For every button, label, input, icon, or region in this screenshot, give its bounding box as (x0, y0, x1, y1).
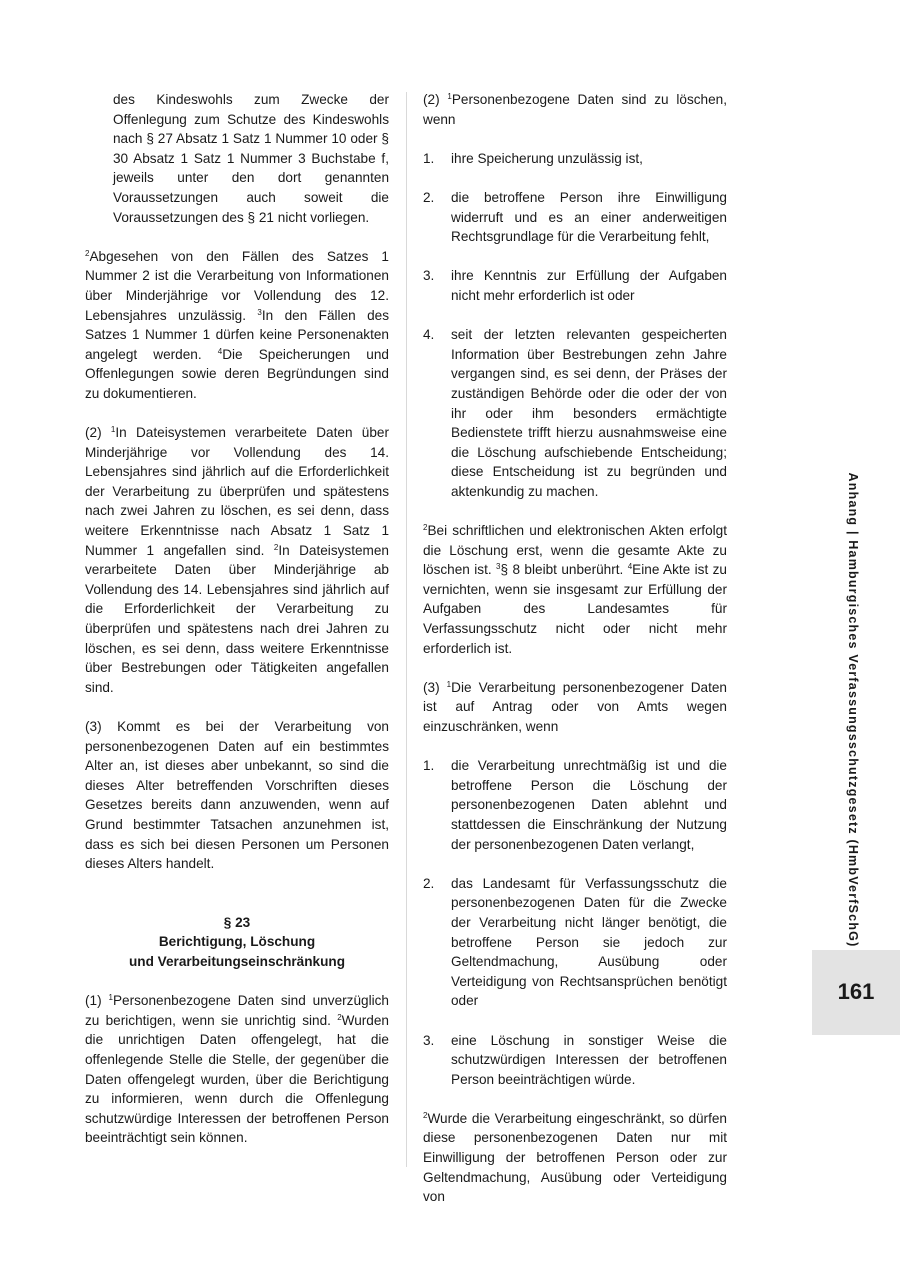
sentence-number: 2 (273, 542, 279, 552)
section-23-absatz-1: (1) $^1$Personenbezogene Daten sind unverzüglich zu berichtigen, wenn sie unrichtig sind. $^2$Wurden die unrichtigen Daten offengelegt, hat die offenlegende Stelle die Stelle, der gegenüber die Daten offengelegt wurden, über die Berichtigung zu informieren, wenn durch die Offenlegung schutzwürdige Interessen der betroffenen Person beeinträchtigt sein können. (85, 993, 389, 1146)
list-item (423, 188, 727, 247)
absatz-3-intro: (3) $^1$Die Verarbeitung personenbezogener Daten ist auf Antrag oder von Amts wegen einzuschränken, wenn (423, 679, 727, 734)
list-item-number: 1. (423, 150, 435, 166)
list-item-number: 3. (423, 268, 435, 284)
akten-paragraph: $^2$Bei schriftlichen und elektronischen Akten erfolgt die Löschung erst, wenn die gesamte Akte zu löschen ist. $^3$§ 8 bleibt unberührt. $^4$Eine Akte ist zu vernichten, wenn sie insgesamt zur Erfüllung der Aufgaben des Landesamtes für Verfassungsschutz nicht oder nicht mehr erforderlich ist. (423, 523, 727, 656)
list-item-number: 2. (423, 875, 435, 891)
list-item (423, 266, 727, 305)
sentence-number: 2 (85, 248, 90, 258)
list-item-text: eine Löschung in sonstiger Weise die schutzwürdigen Interessen der betroffenen Person beeinträchtigen würde. (451, 1032, 727, 1087)
sentence-number: 2 (337, 1012, 342, 1022)
section-title-line-2: und Verarbeitungseinschränkung (128, 953, 346, 969)
sentence-number: 4 (627, 562, 633, 572)
list-item (423, 874, 727, 1011)
sentence-number: 2 (423, 523, 428, 533)
sentence-number: 4 (217, 346, 223, 356)
list-item (423, 756, 727, 854)
section-title-line-1: Berichtigung, Löschung (158, 934, 316, 950)
list-item (423, 1031, 727, 1090)
continuation-paragraph: des Kindeswohls zum Zwecke der Offenlegung zum Schutze des Kindeswohls nach § 27 Absatz 1 Satz 1 Nummer 10 oder § 30 Absatz 1 Satz 1 Nummer 3 Buchstabe f, jeweils unter den dort genannten Voraussetzungen auch soweit die Voraussetzungen des § 21 nicht vorliegen. (113, 92, 389, 225)
sentence-number: 1 (447, 92, 452, 101)
paragraph-sentence-2: $^2$Abgesehen von den Fällen des Satzes 1 Nummer 2 ist die Verarbeitung von Informationen über Minderjährige vor Vollendung des 12. Lebensjahres unzulässig. $^3$In den Fällen des Satzes 1 Nummer 1 dürfen keine Personenakten angelegt werden. $^4$Die Speicherungen und Offenlegungen sowie deren Begründungen sind zu dokumentieren. (85, 248, 390, 401)
sentence-number: 3 (496, 562, 501, 572)
list-item-text: ihre Speicherung unzulässig ist, (451, 150, 643, 166)
sentence-number: 3 (257, 307, 262, 317)
list-item-text: das Landesamt für Verfassungsschutz die personenbezogenen Daten für die Zwecke der Verarbeitung nicht länger benötigt, die betroffene Person sie jedoch zur Geltendmachung, Ausübung oder Verteidigung von Rechtsansprüchen benötigt oder (451, 875, 727, 1009)
restriction-paragraph: $^2$Wurde die Verarbeitung eingeschränkt, so dürfen diese personenbezogenen Daten nur mit Einwilligung der betroffenen Person oder zur Geltendmachung, Ausübung oder Verteidigung von (423, 1110, 727, 1205)
sentence-number: 2 (423, 1110, 428, 1120)
sentence-number: 1 (446, 679, 452, 689)
sentence-number: 1 (108, 993, 113, 1003)
absatz-3-paragraph: (3) Kommt es bei der Verarbeitung von personenbezogenen Daten auf ein bestimmtes Alter an, ist dieses aber unbekannt, so sind die dieses Alter betreffenden Vorschriften dieses Gesetzes bereits dann anzuwenden, wenn auf Grund bestimmter Tatsachen anzunehmen ist, dass es sich bei diesen Personen um Personen dieses Alters handelt. (85, 719, 389, 872)
list-item-number: 3. (423, 1032, 435, 1048)
absatz-2-paragraph: (2) $^1$In Dateisystemen verarbeitete Daten über Minderjährige vor Vollendung des 14. Lebensjahres sind jährlich auf die Erforderlichkeit der Verarbeitung zu überprüfen und spätestens nach zwei Jahren zu löschen, es sei denn, dass weitere Erkenntnisse nach Absatz 1 Satz 1 Nummer 1 angefallen sind. $^2$In Dateisystemen verarbeitete Daten über Minderjährige ab Vollendung des 14. Lebensjahres sind jährlich auf die Erforderlichkeit der Verarbeitung zu überprüfen und spätestens nach drei Jahren zu löschen, es sei denn, dass weitere Erkenntnisse über Bestrebungen oder Tätigkeiten angefallen sind. (85, 425, 390, 695)
running-head: Anhang | Hamburgisches Verfassungsschutzgesetz (HmbVerfSchG) (846, 472, 860, 948)
right-column (423, 90, 727, 1226)
list-item-number: 4. (423, 327, 435, 343)
list-item-text: die betroffene Person ihre Einwilligung widerruft und es an einer anderweitigen Rechtsgrundlage für die Verarbeitung fehlt, (451, 189, 727, 245)
list-item-number: 1. (423, 758, 435, 774)
list-item (423, 325, 727, 501)
list-item-text: die Verarbeitung unrechtmäßig ist und die betroffene Person die Löschung der personenbezogenen Daten ablehnt und stattdessen die Einschränkung der Nutzung der personenbezogenen Daten verlangt, (451, 758, 727, 852)
sentence-number: 1 (110, 425, 116, 435)
absatz-2-intro: (2) $^1$Personenbezogene Daten sind zu löschen, wenn (423, 92, 728, 127)
list-item-number: 2. (423, 189, 435, 205)
left-column (85, 90, 389, 1167)
column-divider (406, 92, 407, 1167)
list-item-text: ihre Kenntnis zur Erfüllung der Aufgaben nicht mehr erforderlich ist oder (451, 268, 727, 303)
list-item-text: seit der letzten relevanten gespeicherten Information über Bestrebungen zehn Jahre vergangen sind, es sei denn, der Präses der zuständigen Behörde oder die oder der von ihr oder ihm besonders ermächtigte Bedienstete trifft hierzu ausnahmsweise eine die Löschung aufschiebende Entscheidung; diese Entscheidung ist zu begründen und aktenkundig zu machen. (451, 327, 727, 499)
section-heading (85, 913, 389, 972)
section-number: § 23 (223, 914, 251, 930)
list-item (423, 149, 727, 169)
page-number: 161 (837, 979, 875, 1004)
